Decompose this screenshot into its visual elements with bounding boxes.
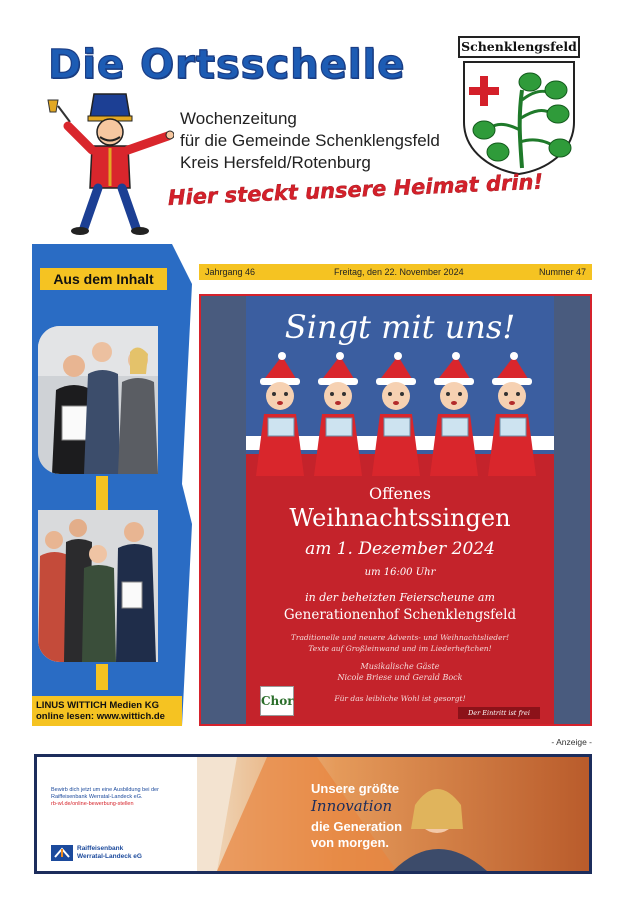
bank-advertisement[interactable] — [34, 754, 592, 874]
poster-date: am 1. Dezember 2024 — [305, 539, 495, 559]
ad-apply-url[interactable]: rb-wl.de/online-bewerbung-stellen — [51, 801, 134, 807]
bank-name — [77, 845, 142, 861]
poster-catering: Für das leibliche Wohl ist gesorgt! — [334, 694, 466, 703]
poster-canvas — [246, 296, 554, 724]
coat-of-arms-icon — [458, 60, 580, 176]
poster-location-line1: in der beheizten Feierscheune am — [305, 591, 495, 604]
poster-offenes: Offenes — [369, 484, 431, 503]
issue-volume: Jahrgang 46 — [205, 267, 256, 277]
online-link[interactable]: online lesen: www.wittich.de — [36, 711, 165, 722]
town-crier-mascot-icon — [44, 88, 174, 238]
ad-apply-text — [51, 787, 191, 808]
ad-label: - Anzeige - — [551, 737, 592, 747]
masthead — [32, 28, 592, 240]
poster-guests-line1: Musikalische Gäste — [360, 662, 440, 671]
publisher-name: LINUS WITTICH Medien KG — [36, 700, 159, 711]
subtitle-block — [180, 108, 440, 174]
choir-logo: Chor — [260, 686, 294, 716]
contents-photo-1[interactable] — [38, 326, 158, 474]
subtitle-line: Kreis Hersfeld/Rotenburg — [180, 153, 371, 172]
sidebar-title: Aus dem Inhalt — [40, 268, 167, 290]
publisher-info — [36, 700, 186, 722]
event-poster[interactable] — [199, 294, 592, 726]
ad-headline-1: Unsere größte — [311, 781, 400, 796]
poster-time: um 16:00 Uhr — [364, 567, 436, 578]
slogan: Hier steckt unsere Heimat drin! — [167, 169, 544, 210]
poster-entry-free: Der Eintritt ist frei — [458, 707, 540, 719]
group-photo-image — [38, 510, 158, 662]
poster-headline: Singt mit uns! — [284, 308, 516, 346]
crest-name: Schenklengsfeld — [458, 36, 580, 58]
ad-apply-line2: Raiffeisenbank Werratal-Landeck eG. — [51, 794, 143, 800]
bank-logo-icon — [51, 845, 73, 861]
ad-photo-image — [197, 757, 592, 871]
issue-info-bar — [199, 264, 592, 280]
subtitle-line: für die Gemeinde Schenklengsfeld — [180, 131, 440, 150]
bank-name-line2: Werratal-Landeck eG — [77, 853, 142, 860]
ad-apply-line1: Bewirb dich jetzt um eine Ausbildung bei der — [51, 787, 159, 793]
issue-number: Nummer 47 — [538, 267, 586, 277]
bank-name-line1: Raiffeisenbank — [77, 845, 124, 852]
singing-children-icon — [246, 352, 554, 482]
poster-songs-line1: Traditionelle und neuere Advents- und Weihnachtslieder! — [290, 633, 510, 642]
contents-sidebar — [32, 244, 192, 726]
municipal-crest — [458, 36, 580, 176]
ad-headline-4: von morgen. — [311, 835, 390, 850]
subtitle-line: Wochenzeitung — [180, 109, 297, 128]
issue-date: Freitag, den 22. November 2024 — [334, 267, 464, 277]
newspaper-title: Die Ortsschelle — [48, 42, 406, 88]
poster-event-name: Weihnachtssingen — [289, 504, 511, 532]
ad-headline-2: Innovation — [311, 797, 393, 815]
poster-guests-line2: Nicole Briese und Gerald Bock — [337, 673, 463, 682]
poster-location-line2: Generationenhof Schenklengsfeld — [283, 607, 517, 623]
ad-headline-3: die Generation — [311, 819, 403, 834]
group-photo-image — [38, 326, 158, 474]
contents-photo-2[interactable] — [38, 510, 158, 662]
poster-songs-line2: Texte auf Großleinwand und im Liederheftchen! — [308, 644, 492, 653]
